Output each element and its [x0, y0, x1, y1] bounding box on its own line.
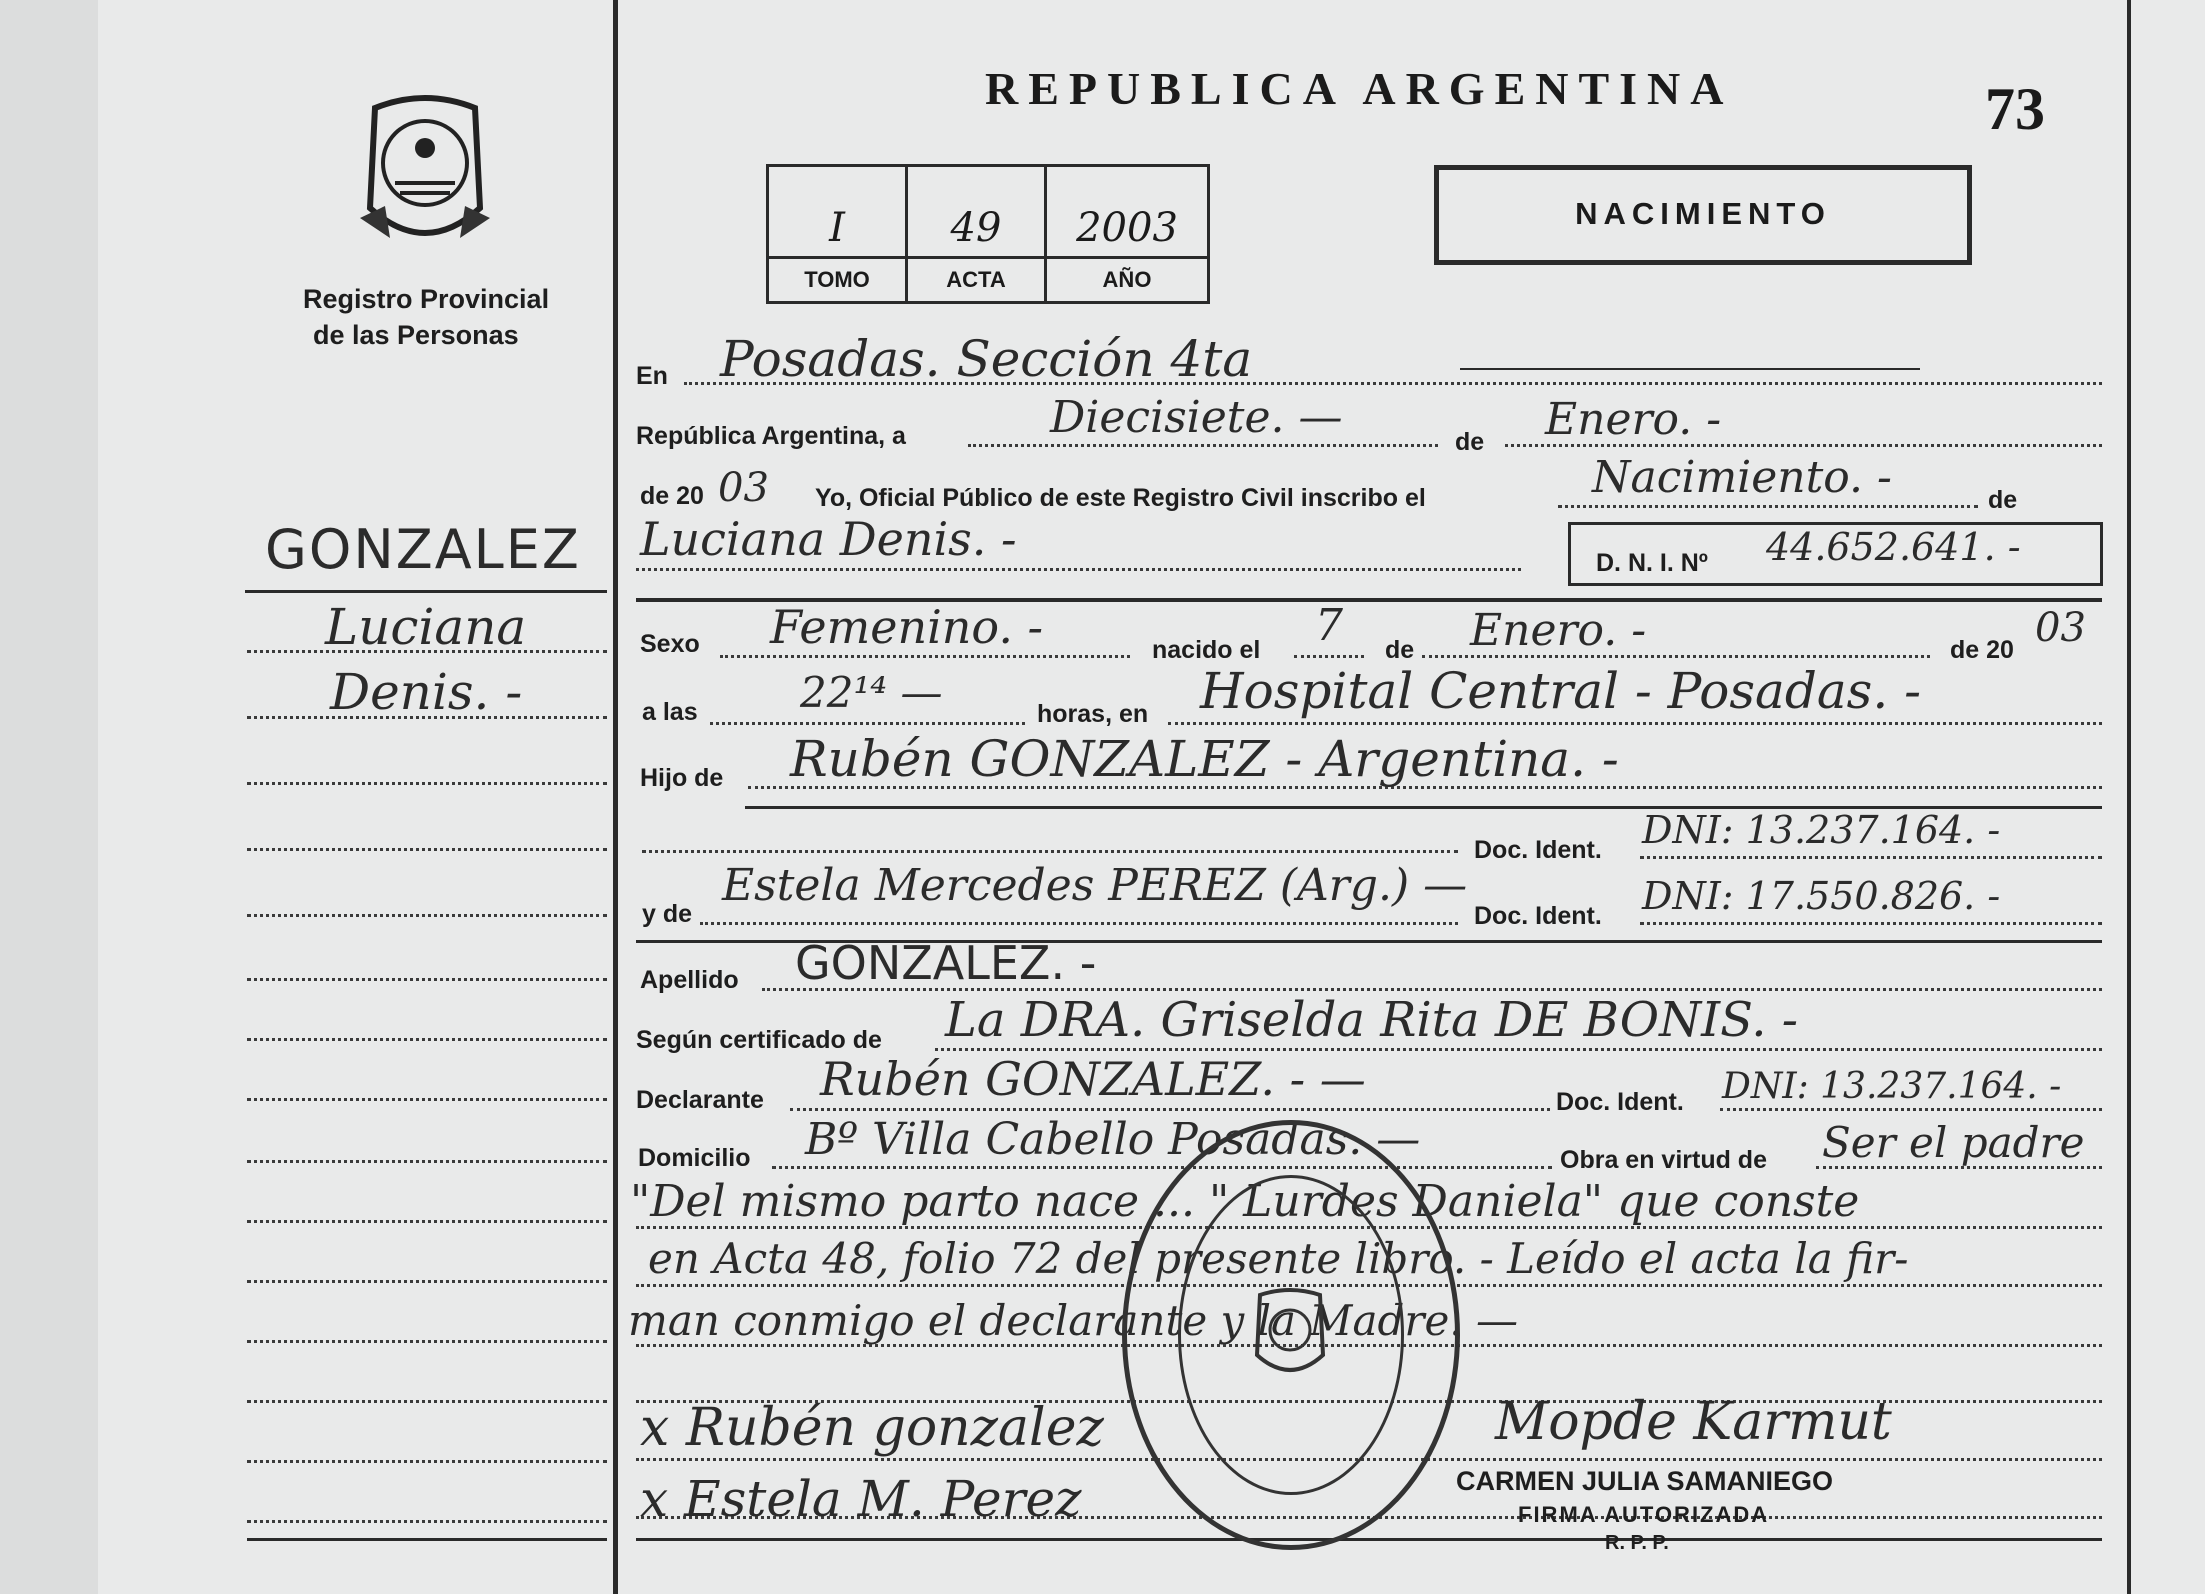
- hw-anio: 03: [718, 465, 769, 511]
- line-lugar-nac: [1168, 722, 2102, 725]
- margin-line-4: [247, 848, 607, 851]
- margin-line-2: [247, 716, 607, 719]
- hw-nota-1: "Del mismo parto nace ... " Lurdes Daniela" que conste: [630, 1176, 1860, 1227]
- label-doc-ident-1: Doc. Ident.: [1474, 836, 1602, 864]
- label-doc-ident-2: Doc. Ident.: [1474, 902, 1602, 930]
- margin-line-13: [247, 1400, 607, 1403]
- registry-name-line1: Registro Provincial: [303, 284, 550, 314]
- margin-line-14: [247, 1460, 607, 1463]
- hw-nota-2: en Acta 48, folio 72 del presente libro. - Leído el acta la fir-: [648, 1234, 1909, 1283]
- label-y-de: y de: [642, 900, 693, 928]
- label-apellido: Apellido: [640, 966, 739, 994]
- label-yo-oficial: Yo, Oficial Público de este Registro Civil inscribo el: [815, 484, 1426, 512]
- binding-margin: [0, 0, 98, 1594]
- anio-value: 2003: [1076, 205, 1178, 251]
- label-dni: D. N. I. Nº: [1596, 549, 1708, 577]
- label-a-las: a las: [642, 698, 698, 726]
- margin-name-rule: [245, 590, 607, 593]
- signature-oficial: Mopde Karmut: [1495, 1392, 1892, 1452]
- label-de-2: de: [1988, 486, 2018, 514]
- label-segun: Según certificado de: [636, 1026, 882, 1054]
- margin-second-name: Denis. -: [330, 663, 523, 721]
- margin-line-11: [247, 1280, 607, 1283]
- hw-lugar-nac: Hospital Central - Posadas. -: [1200, 662, 1922, 720]
- tomo-cell: [766, 164, 908, 304]
- stamp-name: CARMEN JULIA SAMANIEGO: [1456, 1466, 1834, 1496]
- hw-anio-nac: 03: [2035, 605, 2086, 651]
- label-de20: de 20: [640, 482, 704, 510]
- dni-box: [1568, 522, 2103, 586]
- hw-declarante: Rubén GONZALEZ. - —: [820, 1052, 1366, 1106]
- signature-declarante: x Rubén gonzalez: [640, 1398, 1104, 1458]
- hw-apellido: GONZALEZ. -: [795, 936, 1097, 990]
- anio-label: AÑO: [1102, 267, 1152, 292]
- line-certificado: [935, 1048, 2102, 1051]
- line-hora: [710, 722, 1025, 725]
- margin-line-6: [247, 978, 607, 981]
- hw-domicilio: Bº Villa Cabello Posadas. —: [805, 1114, 1421, 1165]
- line-doc-padre: [1640, 856, 2102, 859]
- label-horas-en: horas, en: [1037, 700, 1149, 728]
- hw-madre: Estela Mercedes PEREZ (Arg.) —: [722, 860, 1468, 911]
- label-de-3: de: [1385, 636, 1415, 664]
- label-de-1: de: [1455, 428, 1485, 456]
- margin-line-9: [247, 1160, 607, 1163]
- tomo-value: I: [829, 205, 845, 251]
- label-sexo: Sexo: [640, 630, 700, 658]
- margin-line-10: [247, 1220, 607, 1223]
- hw-dni: 44.652.641. -: [1766, 525, 2021, 569]
- hw-acto: Nacimiento. -: [1592, 452, 1892, 503]
- hw-sexo: Femenino. -: [770, 600, 1044, 654]
- hw-hora: 22¹⁴ —: [800, 668, 943, 717]
- provincial-emblem-icon: [350, 88, 500, 258]
- label-doc-ident-3: Doc. Ident.: [1556, 1088, 1684, 1116]
- line-nombre: [636, 568, 1521, 571]
- hw-doc-declarante: DNI: 13.237.164. -: [1722, 1066, 2062, 1107]
- line-doc-madre: [1640, 922, 2102, 925]
- label-de20-2: de 20: [1950, 636, 2014, 664]
- line-doc-declarante: [1720, 1108, 2102, 1111]
- hw-padre: Rubén GONZALEZ - Argentina. -: [790, 730, 1619, 788]
- margin-line-5: [247, 914, 607, 917]
- hw-mes-nac: Enero. -: [1470, 605, 1647, 656]
- page-number: 73: [1985, 76, 2045, 142]
- seal-emblem-icon: [1245, 1285, 1335, 1385]
- anio-cell: [1044, 164, 1210, 304]
- label-hijo-de: Hijo de: [640, 764, 724, 792]
- margin-line-12: [247, 1340, 607, 1343]
- hw-nota-3: man conmigo el declarante y la Madre. —: [628, 1296, 1518, 1345]
- line-declarante: [790, 1108, 1550, 1111]
- margin-line-1: [247, 650, 607, 653]
- margin-line-8: [247, 1098, 607, 1101]
- record-type-box: NACIMIENTO: [1434, 165, 1972, 265]
- margin-line-7: [247, 1038, 607, 1041]
- line-acto: [1558, 505, 1978, 508]
- line-madre: [700, 922, 1458, 925]
- record-box-divider: [766, 256, 1210, 259]
- line-dia: [968, 444, 1438, 447]
- rule-bottom: [636, 1538, 2102, 1541]
- stamp-role: FIRMA AUTORIZADA: [1518, 1502, 1770, 1527]
- hw-nombre: Luciana Denis. -: [640, 512, 1017, 566]
- line-padre-extra: [642, 850, 1458, 853]
- margin-first-name: Luciana: [325, 598, 527, 656]
- hw-obra: Ser el padre: [1822, 1118, 2085, 1167]
- label-republica: República Argentina, a: [636, 422, 906, 450]
- hw-dia: Diecisiete. —: [1050, 392, 1343, 443]
- hw-doc-madre: DNI: 17.550.826. -: [1642, 874, 2001, 918]
- left-panel-divider: [613, 0, 618, 1594]
- document-title: REPUBLICA ARGENTINA: [985, 63, 1734, 114]
- right-edge-line: [2127, 0, 2131, 1594]
- acta-cell: [905, 164, 1047, 304]
- label-nacido: nacido el: [1152, 636, 1261, 664]
- margin-line-3: [247, 782, 607, 785]
- line-en-extra: [1460, 368, 1920, 370]
- margin-surname: GONZALEZ: [265, 518, 581, 581]
- hw-certificado: La DRA. Griselda Rita DE BONIS. -: [945, 992, 1799, 1048]
- hw-dia-nac: 7: [1315, 600, 1343, 651]
- registry-name-line2: de las Personas: [313, 320, 519, 350]
- label-domicilio: Domicilio: [638, 1144, 751, 1172]
- line-dia-nac: [1294, 655, 1364, 658]
- margin-line-15: [247, 1520, 607, 1523]
- signature-madre: x Estela M. Perez: [640, 1470, 1082, 1528]
- line-domicilio: [772, 1166, 1552, 1169]
- label-en: En: [636, 362, 668, 390]
- margin-bottom-rule: [247, 1538, 607, 1541]
- acta-label: ACTA: [946, 267, 1006, 292]
- hw-lugar: Posadas. Sección 4ta: [720, 330, 1253, 388]
- stamp-rpp: R. P. P.: [1605, 1532, 1669, 1554]
- label-declarante: Declarante: [636, 1086, 764, 1114]
- hw-doc-padre: DNI: 13.237.164. -: [1642, 808, 2001, 852]
- tomo-label: TOMO: [804, 267, 870, 292]
- line-sexo: [720, 655, 1130, 658]
- hw-mes: Enero. -: [1545, 394, 1722, 445]
- acta-value: 49: [950, 205, 1002, 251]
- label-obra: Obra en virtud de: [1560, 1146, 1767, 1174]
